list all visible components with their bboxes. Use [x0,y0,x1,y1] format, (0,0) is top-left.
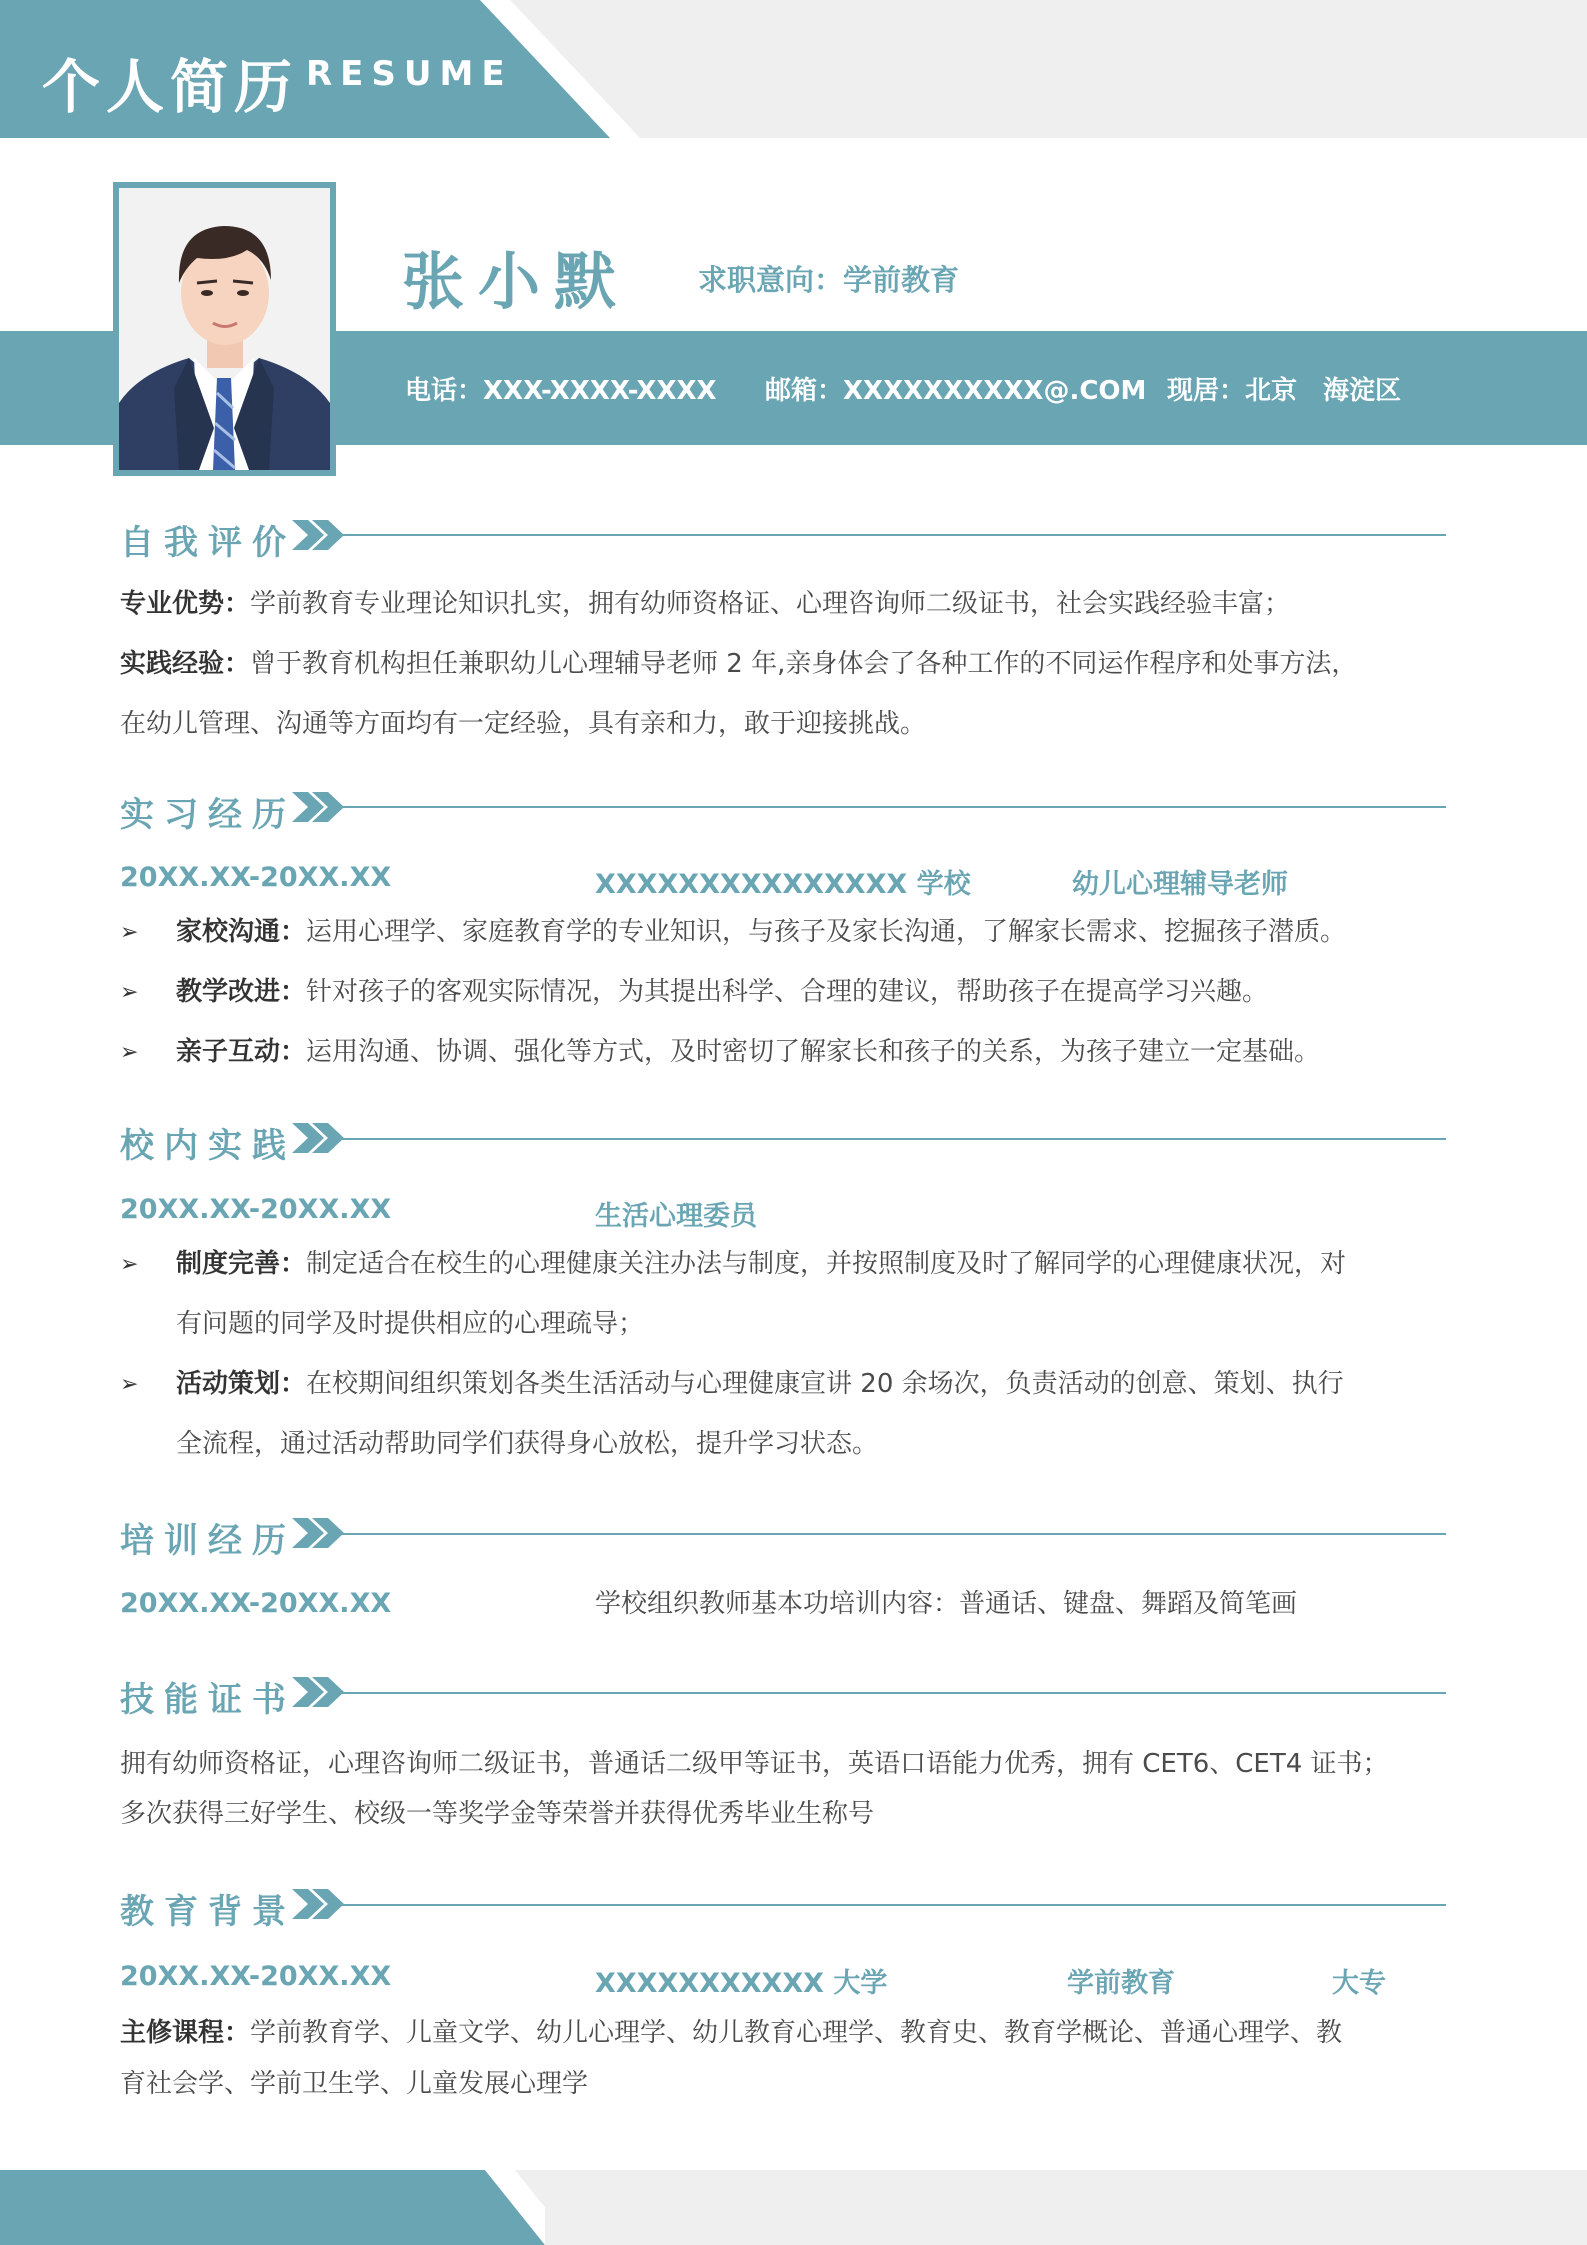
internship-item [176,1032,1476,1072]
education-date: 20XX.XX-20XX.XX [120,1961,392,1992]
courses-text: 学前教育学、儿童文学、幼儿心理学、幼儿教育心理学、教育史、教育学概论、普通心理学、教 [250,2018,1343,2048]
arrow-bullet-icon: ➢ [120,980,139,1005]
skills-line-1: 拥有幼师资格证，心理咨询师二级证书，普通话二级甲等证书，英语口语能力优秀，拥有 CET6、CET4 证书； [120,1749,1389,1779]
self-eval-line-3: 在幼儿管理、沟通等方面均有一定经验，具有亲和力，敢于迎接挑战。 [120,709,927,739]
courses-label: 主修课程： [120,2018,251,2048]
internship-date: 20XX.XX-20XX.XX [120,862,392,893]
section-divider [340,806,1446,808]
internship-item [176,972,1476,1012]
item-text: 运用沟通、协调、强化等方式，及时密切了解家长和孩子的关系，为孩子建立一定基础。 [306,1037,1321,1067]
section-title-training: 培训经历 [120,1521,296,1561]
item-label: 制度完善： [176,1249,307,1279]
campus-item [176,1364,1476,1404]
training-date: 20XX.XX-20XX.XX [120,1588,392,1619]
email-text: 邮箱：XXXXXXXXXX@.COM [765,376,1147,406]
education-degree: 大专 [1332,1968,1386,1999]
section-divider [340,534,1446,536]
self-eval-line-2 [120,644,1460,684]
label-advantage: 专业优势： [120,589,251,619]
training-text: 学校组织教师基本功培训内容：普通话、键盘、舞蹈及简笔画 [595,1589,1298,1619]
item-text: 制定适合在校生的心理健康关注办法与制度，并按照制度及时了解同学的心理健康状况，对 [306,1249,1347,1279]
profile-photo [113,182,336,476]
internship-role: 幼儿心理辅导老师 [1072,869,1288,900]
resume-title-cn: 个人简历 [42,53,299,121]
section-divider [340,1533,1446,1535]
section-title-skills: 技能证书 [120,1680,296,1720]
education-major: 学前教育 [1067,1968,1175,1999]
internship-org: XXXXXXXXXXXXXXX 学校 [595,869,971,900]
section-divider [340,1138,1446,1140]
footer-banner [0,2170,545,2245]
label-experience: 实践经验： [120,649,251,679]
campus-item [176,1244,1476,1284]
section-title-education: 教育背景 [120,1892,296,1932]
section-title-campus: 校内实践 [120,1126,296,1166]
arrow-bullet-icon: ➢ [120,1252,139,1277]
experience-text: 曾于教育机构担任兼职幼儿心理辅导老师 2 年,亲身体会了各种工作的不同运作程序和处事方法， [250,649,1358,679]
campus-item-continued: 全流程，通过活动帮助同学们获得身心放松，提升学习状态。 [176,1429,879,1459]
education-courses [120,2013,1470,2053]
campus-item-continued: 有问题的同学及时提供相应的心理疏导； [176,1309,645,1339]
section-divider [340,1692,1446,1694]
skills-line-2: 多次获得三好学生、校级一等奖学金等荣誉并获得优秀毕业生称号 [120,1799,875,1829]
candidate-name: 张小默 [402,245,631,318]
self-eval-line-1 [120,584,1450,624]
avatar-illustration [119,188,330,470]
arrow-bullet-icon: ➢ [120,1040,139,1065]
section-title-internship: 实习经历 [120,795,296,835]
item-text: 在校期间组织策划各类生活活动与心理健康宣讲 20 余场次，负责活动的创意、策划、执行 [306,1369,1344,1399]
phone-text: 电话：XXX-XXXX-XXXX [405,376,717,406]
section-divider [340,1904,1446,1906]
education-school: XXXXXXXXXXX 大学 [595,1968,888,1999]
campus-role: 生活心理委员 [595,1201,757,1232]
item-text: 针对孩子的客观实际情况，为其提出科学、合理的建议，帮助孩子在提高学习兴趣。 [306,977,1269,1007]
job-intent: 求职意向：学前教育 [698,263,960,297]
item-label: 家校沟通： [176,917,307,947]
item-label: 教学改进： [176,977,307,1007]
campus-date: 20XX.XX-20XX.XX [120,1194,392,1225]
item-label: 亲子互动： [176,1037,307,1067]
resume-title-en: RESUME [306,54,513,94]
location-text: 现居：北京 海淀区 [1167,376,1402,406]
arrow-bullet-icon: ➢ [120,920,139,945]
avatar [119,188,330,470]
item-text: 运用心理学、家庭教育学的专业知识，与孩子及家长沟通，了解家长需求、挖掘孩子潜质。 [306,917,1347,947]
section-title-self-eval: 自我评价 [120,523,296,563]
item-label: 活动策划： [176,1369,307,1399]
advantage-text: 学前教育专业理论知识扎实，拥有幼师资格证、心理咨询师二级证书，社会实践经验丰富； [250,589,1291,619]
internship-item [176,912,1476,952]
arrow-bullet-icon: ➢ [120,1372,139,1397]
education-courses-continued: 育社会学、学前卫生学、儿童发展心理学 [120,2069,589,2099]
